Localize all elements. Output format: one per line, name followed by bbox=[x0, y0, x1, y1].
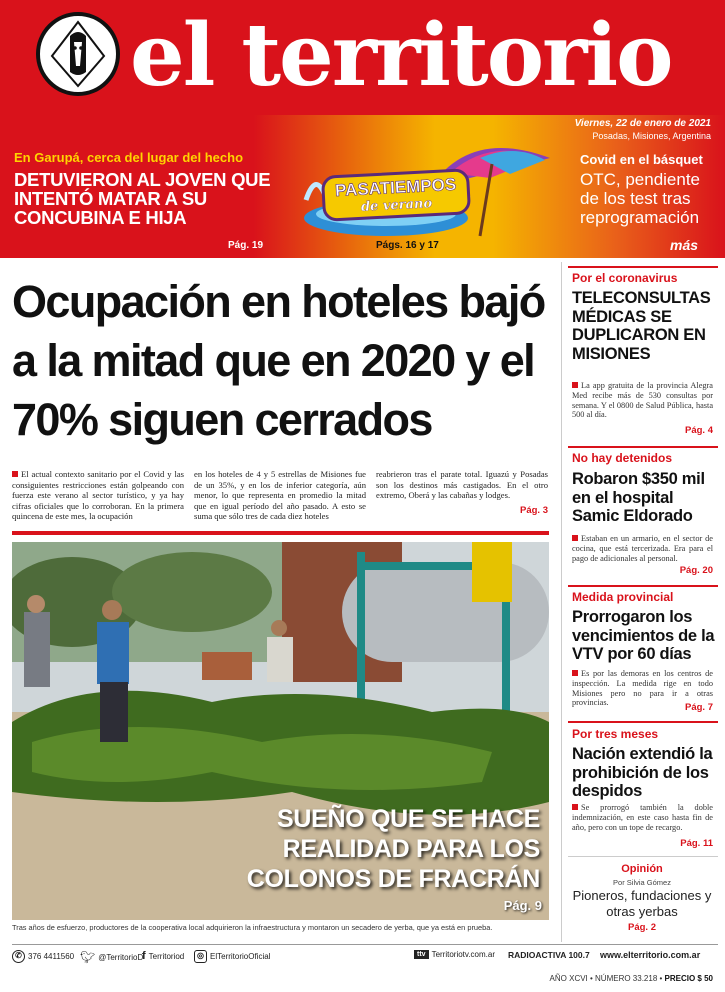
sidebar-rule-4 bbox=[568, 721, 718, 723]
photo-story-page: Pág. 9 bbox=[503, 898, 542, 913]
bullet-square-icon bbox=[12, 471, 18, 477]
sidebar-title-2[interactable]: Robaron $350 mil en el hospital Samic Eldorado bbox=[572, 470, 705, 525]
whatsapp-number: 376 4411560 bbox=[28, 952, 75, 961]
footer-divider bbox=[12, 944, 718, 945]
opinion-title[interactable]: Pioneros, fundaciones y otras yerbas bbox=[572, 888, 712, 919]
newspaper-logo-icon bbox=[36, 12, 120, 96]
opinion-kicker: Opinión bbox=[621, 863, 663, 875]
instagram-icon: ◎ bbox=[194, 950, 207, 963]
bullet-square-icon bbox=[572, 804, 578, 810]
sidebar-body-2 bbox=[572, 534, 713, 563]
sidebar-page-4: Pág. 11 bbox=[680, 838, 713, 849]
bullet-square-icon bbox=[572, 670, 578, 676]
teaser-left-kicker: En Garupá, cerca del lugar del hecho bbox=[14, 150, 244, 165]
sidebar-page-2: Pág. 20 bbox=[679, 565, 713, 576]
issue-line bbox=[550, 974, 713, 983]
edition-place: Posadas, Misiones, Argentina bbox=[592, 131, 711, 141]
teaser-left-page: Pág. 19 bbox=[228, 240, 264, 251]
facebook-icon: f bbox=[142, 950, 146, 962]
photo-headline-line-3: COLONOS DE FRACRÁN bbox=[246, 865, 540, 893]
main-story-text-1: El actual contexto sanitario por el Covid y las consiguientes restricciones están golpeando con fuerza este verano al sector turístico, y ya hay cifras oficiales que lo corroboran. En la primera quincena de este mes, la ocupación bbox=[12, 469, 184, 521]
sidebar-body-text-3: Es por las demoras en los centros de inspección. La medida rige en todo Misiones pero no para ir a otras provincias. bbox=[572, 669, 713, 708]
sidebar-body-text-1: La app gratuita de la provincia Alegra Med recibe más de 530 consultas por semana. Y el 0800 de Salud Pública, hasta 500 al día. bbox=[572, 381, 713, 420]
footer-whatsapp[interactable] bbox=[12, 950, 74, 963]
ttv-logo-icon: ttv bbox=[414, 950, 429, 959]
sidebar-body-1 bbox=[572, 381, 713, 420]
mas-logo: más bbox=[670, 237, 699, 253]
teaser-right-title[interactable]: OTC, pendiente de los test tras reprogramación bbox=[580, 170, 701, 227]
pasatiempos-badge[interactable] bbox=[321, 168, 471, 222]
photo-caption: Tras años de esfuerzo, productores de la cooperativa local adquirieron la infraestructura y montaron un secadero de yerba, que ya está en prueba. bbox=[12, 923, 493, 932]
sidebar-kicker-2: No hay detenidos bbox=[572, 451, 673, 465]
teaser-left-title[interactable]: DETUVIERON AL JOVEN QUE INTENTÓ MATAR A SU CONCUBINA E HIJA bbox=[14, 169, 271, 228]
main-headline[interactable]: Ocupación en hoteles bajó a la mitad que en 2020 y el 70% siguen cerrados bbox=[12, 276, 545, 445]
photo-headline-line-2: REALIDAD PARA LOS bbox=[282, 835, 540, 863]
main-divider bbox=[12, 531, 549, 535]
sidebar-body-4 bbox=[572, 803, 713, 832]
sidebar-divider bbox=[561, 262, 562, 942]
sidebar-kicker-1: Por el coronavirus bbox=[572, 271, 678, 285]
main-story-column-1 bbox=[12, 469, 184, 522]
whatsapp-icon: ✆ bbox=[12, 950, 25, 963]
sidebar-body-text-2: Estaban en un armario, en el sector de cocina, que está tercerizada. Era para el pago de adicionales al personal. bbox=[572, 534, 713, 563]
pasatiempos-subtitle: de verano bbox=[360, 196, 433, 215]
bullet-square-icon bbox=[572, 535, 578, 541]
instagram-handle: ElTerritorioOficial bbox=[210, 952, 271, 961]
radio-name: RADIOACTIVA 100.7 bbox=[508, 950, 590, 960]
sidebar-page-3: Pág. 7 bbox=[685, 702, 713, 713]
footer bbox=[12, 950, 718, 966]
opinion-page: Pág. 2 bbox=[628, 922, 656, 933]
photo-headline-line-1: SUEÑO QUE SE HACE bbox=[276, 805, 540, 833]
footer-ttv[interactable] bbox=[414, 950, 495, 959]
issue-price: PRECIO $ 50 bbox=[664, 974, 713, 983]
footer-radio[interactable] bbox=[508, 950, 590, 960]
pasatiempos-title: PASATIEMPOS bbox=[334, 174, 457, 201]
twitter-handle: @TerritorioD bbox=[98, 952, 144, 962]
teaser-center-page: Págs. 16 y 17 bbox=[376, 240, 439, 251]
issue-number: AÑO XCVI • NÚMERO 33.218 • bbox=[549, 974, 663, 983]
footer-twitter[interactable] bbox=[80, 950, 143, 964]
main-story-column-2: en los hoteles de 4 y 5 estrellas de Misiones fue de un 35%, y en los de inferior categoría, aún menor, lo que representa en promedio la mitad que en igual período del año pasado. A esto se suma que sólo tres de cada diez hoteles bbox=[194, 469, 366, 521]
sidebar-kicker-4: Por tres meses bbox=[572, 727, 659, 741]
footer-instagram[interactable] bbox=[194, 950, 270, 963]
sidebar-rule-3 bbox=[568, 585, 718, 587]
sidebar-rule-5 bbox=[568, 856, 718, 857]
website-url: www.elterritorio.com.ar bbox=[600, 950, 701, 960]
sidebar-kicker-3: Medida provincial bbox=[572, 590, 674, 604]
paper-name: el territorio bbox=[130, 5, 672, 106]
photo-headline[interactable] bbox=[200, 804, 540, 894]
footer-web[interactable] bbox=[600, 950, 700, 960]
sidebar-title-3[interactable]: Prorrogaron los vencimientos de la VTV por 60 días bbox=[572, 608, 715, 663]
opinion-author: Por Silvia Gómez bbox=[613, 878, 671, 887]
teaser-right-kicker: Covid en el básquet bbox=[580, 152, 703, 167]
twitter-icon: 🐦︎ bbox=[80, 950, 96, 964]
main-story-column-3: reabrieron tras el parate total. Iguazú y Posadas son los destinos más castigados. En el otro extremo, Oberá y las cabañas y lodges. bbox=[376, 469, 548, 500]
footer-facebook[interactable] bbox=[142, 950, 184, 962]
sidebar-rule-1 bbox=[568, 266, 718, 268]
ttv-site: Territoriotv.com.ar bbox=[431, 950, 495, 959]
sidebar-title-4[interactable]: Nación extendió la prohibición de los despidos bbox=[572, 745, 713, 800]
sidebar-page-1: Pág. 4 bbox=[685, 425, 713, 436]
bullet-square-icon bbox=[572, 382, 578, 388]
main-story-page: Pág. 3 bbox=[520, 505, 548, 516]
sidebar-rule-2 bbox=[568, 446, 718, 448]
edition-date: Viernes, 22 de enero de 2021 bbox=[574, 118, 711, 129]
sidebar-body-text-4: Se prorrogó también la doble indemnización, en este caso hasta fin de año, pero con un tope de recargo. bbox=[572, 803, 713, 832]
sidebar-title-1[interactable]: TELECONSULTAS MÉDICAS SE DUPLICARON EN MISIONES bbox=[572, 289, 711, 363]
facebook-handle: Territoriod bbox=[148, 951, 185, 961]
